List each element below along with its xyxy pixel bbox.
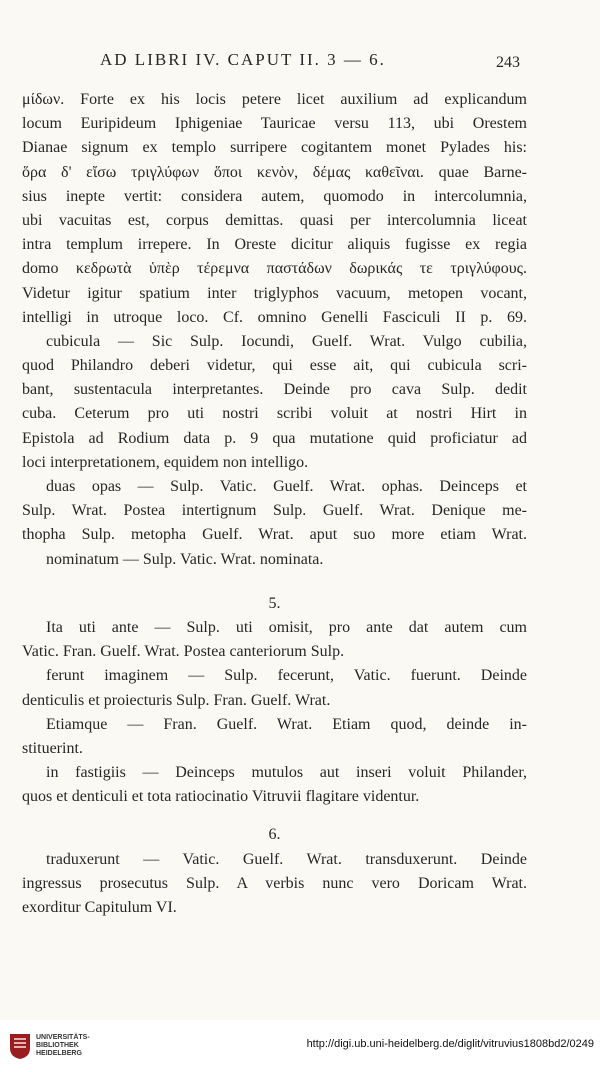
library-seal-icon	[8, 1032, 32, 1060]
text-line: ὅρα δ' εἴσω τριγλύφων ὅποι κενὸν, δέμας καθεῖναι. quae Barne-	[22, 163, 527, 181]
text-line: domo κεδρωτὰ ὑπὲρ τέρεμνα παστάδων δωρικάς τε τριγλύφους.	[22, 260, 527, 278]
text-line: bant, sustentacula interpretantes. Deinde pro cava Sulp. dedit	[22, 381, 527, 399]
text-line: ubi vacuitas est, corpus demittas. quasi per intercolumnia liceat	[22, 211, 527, 229]
text-line: Etiamque — Fran. Guelf. Wrat. Etiam quod, deinde in-	[46, 715, 527, 733]
text-line: stituerint.	[22, 739, 83, 757]
page-number: 243	[496, 54, 520, 71]
text-line: quos et denticuli et tota ratiocinatio Vitruvii flagitare videntur.	[22, 788, 420, 806]
source-url-link[interactable]: http://digi.ub.uni-heidelberg.de/diglit/vitruvius1808bd2/0249	[306, 1038, 594, 1050]
text-line: exorditur Capitulum VI.	[22, 899, 177, 916]
section-number: 5.	[268, 594, 281, 612]
text-line: Dianae signum ex templo surripere cogitantem monet Pylades his:	[22, 139, 527, 157]
running-header	[100, 50, 520, 80]
text-line: cuba. Ceterum pro uti nostri scribi voluit at nostri Hirt in	[22, 405, 527, 423]
digitization-footer	[0, 1020, 600, 1072]
text-line: loci interpretationem, equidem non intelligo.	[22, 453, 309, 471]
text-line: in fastigiis — Deinceps mutulos aut inseri voluit Philander,	[46, 764, 527, 782]
text-line: locum Euripideum Iphigeniae Tauricae versu 113, ubi Orestem	[22, 115, 527, 133]
text-line: Ita uti ante — Sulp. uti omisit, pro ante dat autem cum	[46, 618, 527, 636]
text-line: Vatic. Fran. Guelf. Wrat. Postea canteriorum Sulp.	[22, 643, 345, 661]
text-line: traduxerunt — Vatic. Guelf. Wrat. transduxerunt. Deinde	[46, 850, 527, 868]
text-line: ingressus prosecutus Sulp. A verbis nunc vero Doricam Wrat.	[22, 874, 527, 892]
text-line: cubicula — Sic Sulp. Iocundi, Guelf. Wrat. Vulgo cubilia,	[46, 332, 527, 350]
library-name: UNIVERSITÄTS- BIBLIOTHEK HEIDELBERG	[36, 1034, 90, 1057]
text-line: quod Philandro deberi videtur, qui esse ait, qui cubicula scri-	[22, 357, 527, 375]
running-title: AD LIBRI IV. CAPUT II. 3 — 6.	[100, 50, 386, 69]
text-line: ferunt imaginem — Sulp. fecerunt, Vatic. fuerunt. Deinde	[46, 667, 527, 685]
commentary-text	[22, 88, 527, 920]
text-line: intra templum irrepere. In Oreste dicitur aliquis fugisse ex regia	[22, 236, 527, 254]
section-number: 6.	[268, 826, 281, 844]
text-line: Epistola ad Rodium data p. 9 qua mutatione quid proficiatur ad	[22, 429, 527, 447]
text-line: Sulp. Wrat. Postea intertignum Sulp. Guelf. Wrat. Denique me-	[22, 502, 527, 520]
text-line: Videtur igitur spatium inter triglyphos vacuum, metopen vocant,	[22, 284, 527, 302]
text-line: μίδων. Forte ex his locis petere licet auxilium ad explicandum	[22, 91, 527, 108]
text-line: denticulis et proiecturis Sulp. Fran. Guelf. Wrat.	[22, 691, 331, 709]
text-line: duas opas — Sulp. Vatic. Guelf. Wrat. ophas. Deinceps et	[46, 478, 527, 495]
text-line: thopha Sulp. metopha Guelf. Wrat. aput suo more etiam Wrat.	[22, 526, 527, 544]
text-line: nominatum — Sulp. Vatic. Wrat. nominata.	[46, 550, 324, 568]
text-line: sius inepte vertit: considera autem, quomodo in intercolumnia,	[22, 187, 527, 205]
text-line: intelligi in utroque loco. Cf. omnino Genelli Fasciculi II p. 69.	[22, 308, 527, 326]
